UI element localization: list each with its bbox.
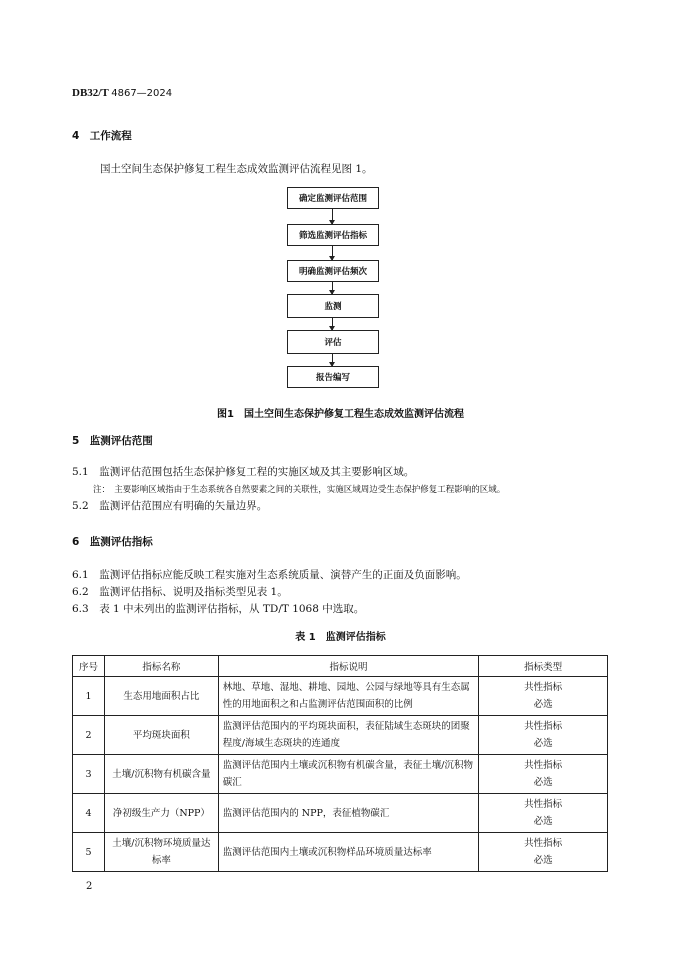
- section-4-intro: 国土空间生态保护修复工程生态成效监测评估流程见图 1。: [100, 163, 373, 175]
- page-number: 2: [86, 881, 93, 892]
- row-type-kind: 共性指标: [524, 838, 563, 849]
- row-name: 土壤/沉积物环境质量达标率: [104, 833, 218, 872]
- row-type: [479, 833, 608, 872]
- flow-arrow-5: [332, 354, 333, 366]
- row-type-kind: 共性指标: [524, 682, 563, 693]
- col-header-no: 序号: [73, 656, 105, 677]
- row-type-required: 必选: [533, 816, 553, 827]
- figure-caption: 图1 国土空间生态保护修复工程生态成效监测评估流程: [217, 409, 464, 420]
- standard-prefix: DB32/T: [72, 87, 109, 99]
- flow-step-5: 评估: [287, 330, 379, 354]
- table-caption: 表 1 监测评估指标: [295, 632, 386, 643]
- flow-arrow-4: [332, 318, 333, 330]
- row-type-required: 必选: [533, 699, 553, 710]
- col-header-type: 指标类型: [479, 656, 608, 677]
- row-type: [479, 677, 608, 716]
- table-row: [73, 716, 608, 755]
- table-row: [73, 794, 608, 833]
- document-header: [72, 87, 172, 99]
- clause-6-2: 6.2 监测评估指标、说明及指标类型见表 1。: [72, 586, 288, 598]
- row-desc: 监测评估范围内土壤或沉积物有机碳含量，表征土壤/沉积物碳汇: [218, 755, 478, 794]
- table-row: [73, 677, 608, 716]
- row-desc: 监测评估范围内的平均斑块面积，表征陆域生态斑块的团聚程度/海域生态斑块的连通度: [218, 716, 478, 755]
- row-name: 生态用地面积占比: [104, 677, 218, 716]
- row-type-kind: 共性指标: [524, 760, 563, 771]
- flow-step-4: 监测: [287, 294, 379, 318]
- flow-arrow-3: [332, 282, 333, 294]
- row-type: [479, 755, 608, 794]
- col-header-name: 指标名称: [104, 656, 218, 677]
- col-header-desc: 指标说明: [218, 656, 478, 677]
- row-desc: 监测评估范围内的 NPP，表征植物碳汇: [218, 794, 478, 833]
- section-5-title: 5 监测评估范围: [72, 435, 153, 447]
- section-6-title: 6 监测评估指标: [72, 536, 153, 548]
- row-name: 平均斑块面积: [104, 716, 218, 755]
- table-row: [73, 833, 608, 872]
- row-desc: 监测评估范围内土壤或沉积物样品环境质量达标率: [218, 833, 478, 872]
- row-type-required: 必选: [533, 777, 553, 788]
- row-no: 5: [73, 833, 105, 872]
- clause-5-1-note: 注： 主要影响区域指由于生态系统各自然要素之间的关联性，实施区域周边受生态保护修复工程影响的区域。: [93, 485, 506, 495]
- row-type-required: 必选: [533, 738, 553, 749]
- row-name: 土壤/沉积物有机碳含量: [104, 755, 218, 794]
- flow-arrow-1: [332, 209, 333, 224]
- row-no: 2: [73, 716, 105, 755]
- row-type-kind: 共性指标: [524, 721, 563, 732]
- row-no: 4: [73, 794, 105, 833]
- row-name: 净初级生产力（NPP）: [104, 794, 218, 833]
- row-type: [479, 794, 608, 833]
- flow-step-1: 确定监测评估范围: [287, 187, 379, 209]
- row-no: 1: [73, 677, 105, 716]
- flow-step-6: 报告编写: [287, 366, 379, 388]
- row-type: [479, 716, 608, 755]
- row-desc: 林地、草地、湿地、耕地、园地、公园与绿地等具有生态属性的用地面积之和占监测评估范围面积的比例: [218, 677, 478, 716]
- clause-6-3: 6.3 表 1 中未列出的监测评估指标，从 TD/T 1068 中选取。: [72, 603, 365, 615]
- standard-number: 4867—2024: [111, 88, 173, 99]
- row-type-kind: 共性指标: [524, 799, 563, 810]
- clause-6-1: 6.1 监测评估指标应能反映工程实施对生态系统质量、演替产生的正面及负面影响。: [72, 569, 467, 581]
- row-no: 3: [73, 755, 105, 794]
- clause-5-2: 5.2 监测评估范围应有明确的矢量边界。: [72, 500, 268, 512]
- flow-step-2: 筛选监测评估指标: [287, 224, 379, 246]
- flow-step-3: 明确监测评估频次: [287, 260, 379, 282]
- indicator-table: [72, 655, 608, 872]
- section-4-title: 4 工作流程: [72, 130, 132, 142]
- row-type-required: 必选: [533, 855, 553, 866]
- flow-arrow-2: [332, 246, 333, 260]
- table-header-row: [73, 656, 608, 677]
- table-row: [73, 755, 608, 794]
- clause-5-1: 5.1 监测评估范围包括生态保护修复工程的实施区域及其主要影响区域。: [72, 466, 415, 478]
